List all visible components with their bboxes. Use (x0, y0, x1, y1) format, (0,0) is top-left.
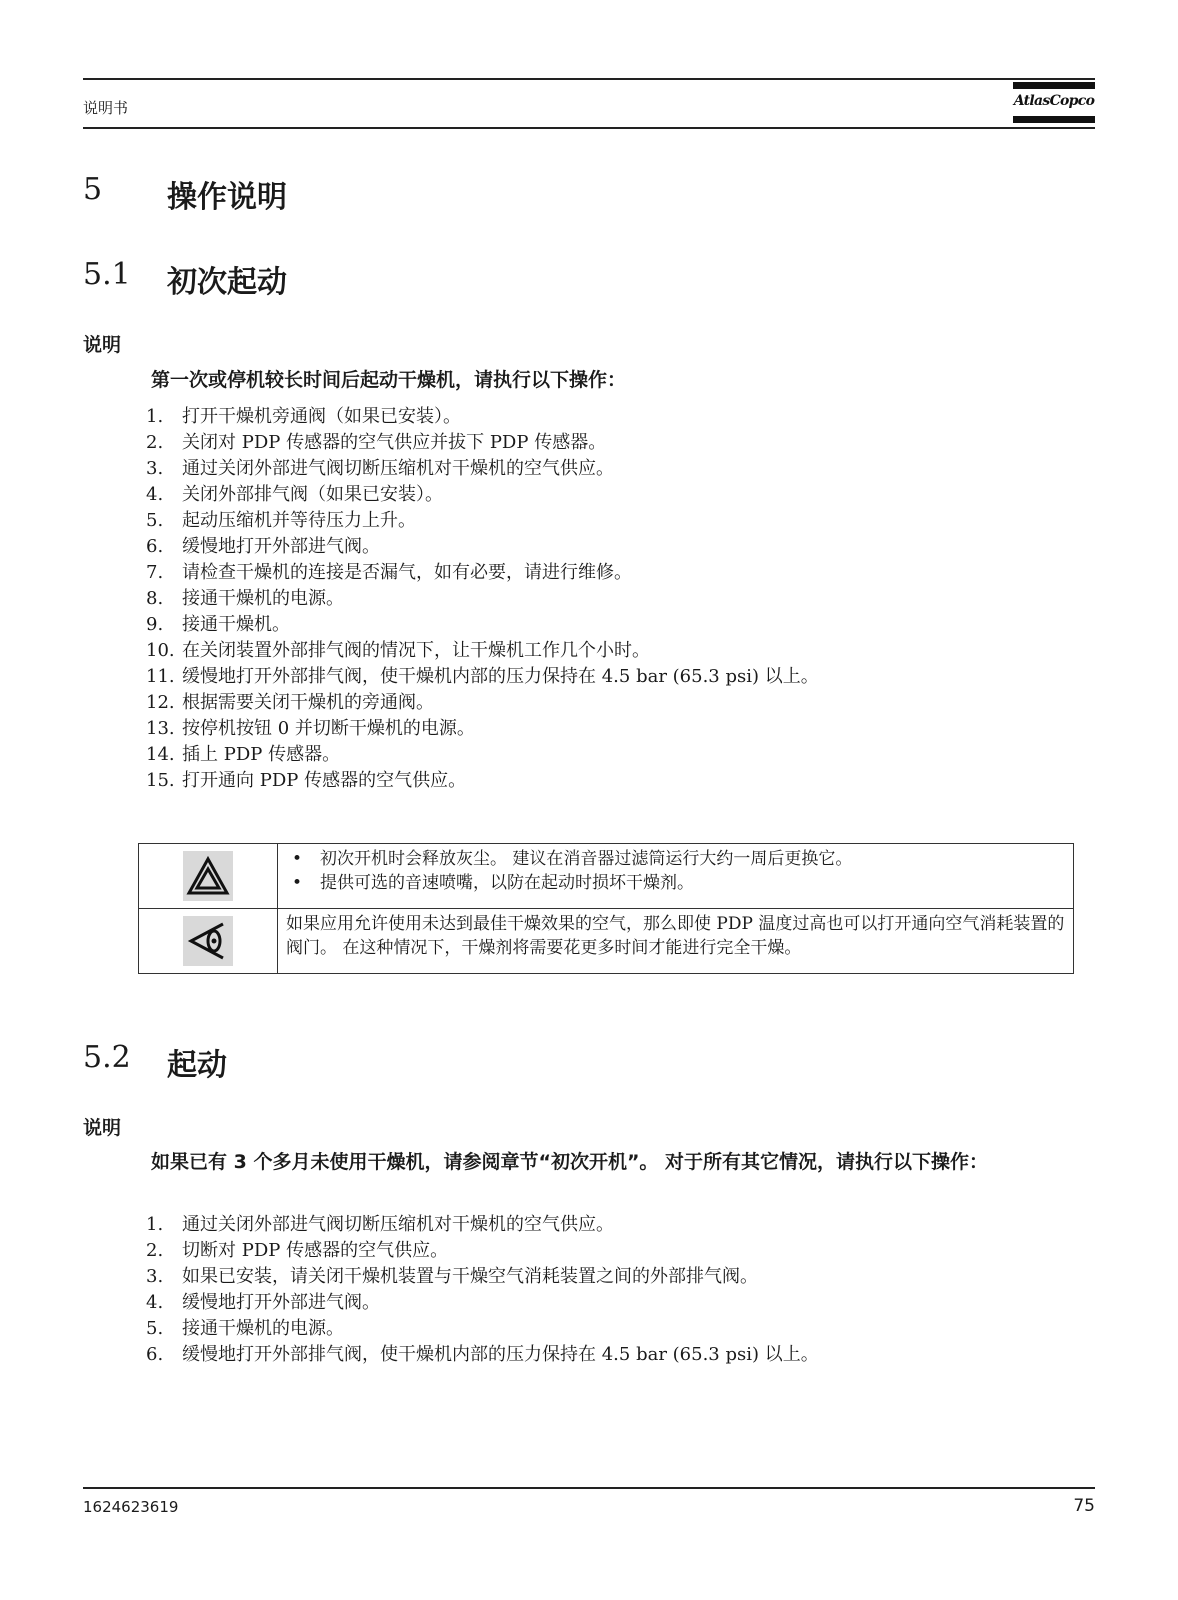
step-item (146, 1290, 819, 1316)
step-text: 打开通向 PDP 传感器的空气供应。 (182, 770, 467, 791)
step-item (146, 1238, 819, 1264)
chapter-number: 5 (83, 172, 103, 207)
step-text: 缓慢地打开外部排气阀，使干燥机内部的压力保持在 4.5 bar (65.3 psi) 以上。 (182, 1344, 819, 1365)
step-number: 5. (146, 510, 164, 531)
step-item (146, 456, 819, 482)
step-item (146, 664, 819, 690)
warning-note-row (139, 844, 1074, 909)
info-icon-cell (139, 909, 278, 974)
logo-top-bar (1013, 82, 1095, 89)
step-item (146, 1342, 819, 1368)
warning-note-text (278, 844, 1074, 909)
step-number: 3. (146, 1266, 164, 1287)
warning-bullet: • 提供可选的音速喷嘴，以防在起动时损坏干燥剂。 (286, 871, 1069, 895)
step-number: 11. (146, 666, 175, 687)
warning-triangle-icon (183, 851, 233, 901)
warning-icon-cell (139, 844, 278, 909)
step-item (146, 1264, 819, 1290)
step-number: 1. (146, 406, 164, 427)
footer-rule (83, 1487, 1095, 1489)
section-1-steps (146, 404, 819, 794)
chapter-title: 操作说明 (167, 180, 287, 215)
step-number: 2. (146, 432, 164, 453)
step-text: 在关闭装置外部排气阀的情况下，让干燥机工作几个小时。 (182, 640, 650, 661)
header-label: 说明书 (83, 99, 129, 117)
warning-bullet: • 初次开机时会释放灰尘。 建议在消音器过滤筒运行大约一周后更换它。 (286, 847, 1069, 871)
step-text: 打开干燥机旁通阀（如果已安装）。 (182, 406, 461, 427)
step-number: 5. (146, 1318, 164, 1339)
eye-icon (183, 916, 233, 966)
step-item (146, 612, 819, 638)
step-item (146, 690, 819, 716)
step-text: 接通干燥机的电源。 (182, 588, 344, 609)
step-number: 4. (146, 484, 164, 505)
logo-text: AtlasCopco (1013, 93, 1095, 109)
section-1-intro: 第一次或停机较长时间后起动干燥机，请执行以下操作： (151, 369, 627, 391)
step-number: 14. (146, 744, 175, 765)
step-item (146, 1212, 819, 1238)
step-item (146, 768, 819, 794)
step-item (146, 1316, 819, 1342)
section-1-number: 5.1 (83, 257, 131, 292)
step-item (146, 534, 819, 560)
step-text: 插上 PDP 传感器。 (182, 744, 341, 765)
step-text: 关闭外部排气阀（如果已安装）。 (182, 484, 443, 505)
header-top-rule (83, 78, 1095, 80)
info-note-text: 如果应用允许使用未达到最佳干燥效果的空气，那么即使 PDP 温度过高也可以打开通向空气消耗装置的阀门。 在这种情况下，干燥剂将需要花更多时间才能进行完全干燥。 (278, 909, 1074, 974)
step-item (146, 742, 819, 768)
step-item (146, 482, 819, 508)
step-number: 8. (146, 588, 164, 609)
atlas-copco-logo (1013, 82, 1095, 126)
step-text: 通过关闭外部进气阀切断压缩机对干燥机的空气供应。 (182, 458, 614, 479)
step-text: 缓慢地打开外部进气阀。 (182, 536, 380, 557)
step-text: 缓慢地打开外部进气阀。 (182, 1292, 380, 1313)
step-item (146, 508, 819, 534)
step-item (146, 586, 819, 612)
step-item (146, 716, 819, 742)
step-number: 6. (146, 536, 164, 557)
section-2-label: 说明 (83, 1117, 122, 1139)
section-1-title: 初次起动 (167, 265, 287, 300)
section-2-steps (146, 1212, 819, 1368)
step-text: 缓慢地打开外部排气阀，使干燥机内部的压力保持在 4.5 bar (65.3 psi) 以上。 (182, 666, 819, 687)
step-item (146, 430, 819, 456)
step-text: 根据需要关闭干燥机的旁通阀。 (182, 692, 434, 713)
document-number: 1624623619 (83, 1498, 179, 1516)
step-text: 请检查干燥机的连接是否漏气，如有必要，请进行维修。 (182, 562, 632, 583)
page-number: 75 (1073, 1496, 1095, 1516)
step-text: 切断对 PDP 传感器的空气供应。 (182, 1240, 449, 1261)
step-text: 关闭对 PDP 传感器的空气供应并拔下 PDP 传感器。 (182, 432, 607, 453)
section-2-number: 5.2 (83, 1040, 131, 1075)
step-text: 如果已安装，请关闭干燥机装置与干燥空气消耗装置之间的外部排气阀。 (182, 1266, 758, 1287)
section-2-intro: 如果已有 3 个多月未使用干燥机，请参阅章节“初次开机”。 对于所有其它情况，请执行以下操作： (151, 1151, 989, 1173)
step-number: 7. (146, 562, 164, 583)
step-number: 9. (146, 614, 164, 635)
step-number: 6. (146, 1344, 164, 1365)
section-1-label: 说明 (83, 334, 122, 356)
logo-bottom-bar (1013, 116, 1095, 123)
step-number: 15. (146, 770, 175, 791)
step-text: 按停机按钮 0 并切断干燥机的电源。 (182, 718, 475, 739)
step-number: 12. (146, 692, 175, 713)
step-item (146, 560, 819, 586)
step-item (146, 404, 819, 430)
header-bottom-rule (83, 127, 1095, 129)
section-2-title: 起动 (167, 1048, 227, 1083)
step-number: 2. (146, 1240, 164, 1261)
step-text: 接通干燥机。 (182, 614, 290, 635)
step-item (146, 638, 819, 664)
step-number: 4. (146, 1292, 164, 1313)
step-text: 通过关闭外部进气阀切断压缩机对干燥机的空气供应。 (182, 1214, 614, 1235)
notes-table (138, 843, 1074, 974)
step-text: 接通干燥机的电源。 (182, 1318, 344, 1339)
step-number: 10. (146, 640, 175, 661)
step-number: 13. (146, 718, 175, 739)
step-number: 3. (146, 458, 164, 479)
step-text: 起动压缩机并等待压力上升。 (182, 510, 416, 531)
step-number: 1. (146, 1214, 164, 1235)
info-note-row (139, 909, 1074, 974)
